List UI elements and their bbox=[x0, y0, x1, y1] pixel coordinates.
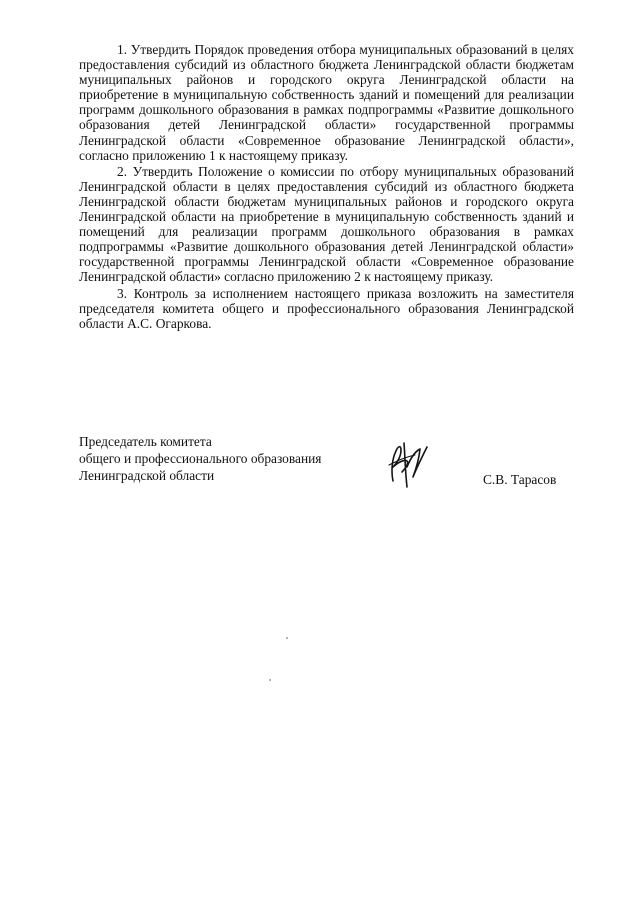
scan-speck bbox=[269, 679, 271, 681]
paragraph-approve-commission: 2. Утвердить Положение о комиссии по отбору муниципальных образований Ленинградской области в целях предоставления субсидий из областного бюджета Ленинградской области бюджетам муниципальных районов и городского округа Ленинградской области на приобретение в муниципальную собственность зданий и помещений для реализации программ дошкольного образования в рамках подпрограммы «Развитие дошкольного образования детей Ленинградской области» государственной программы Ленинградской области «Современное образование Ленинградской области» согласно приложению 2 к настоящему приказу. bbox=[79, 163, 574, 285]
signatory-title-line: Председатель комитета bbox=[79, 434, 212, 449]
paragraph-approve-procedure: 1. Утвердить Порядок проведения отбора муниципальных образований в целях предоставления субсидий из областного бюджета Ленинградской области бюджетам муниципальных районов и городского округа Ленинградской области на приобретение в муниципальную собственность зданий и помещений для реализации программ дошкольного образования в рамках подпрограммы «Развитие дошкольного образования детей Ленинградской области» государственной программы Ленинградской области «Современное образование Ленинградской области», согласно приложению 1 к настоящему приказу. bbox=[79, 42, 574, 163]
scan-speck bbox=[286, 637, 288, 639]
signatory-title-line: общего и профессионального образования bbox=[79, 451, 322, 466]
handwritten-signature bbox=[383, 437, 431, 493]
signatory-title bbox=[79, 433, 379, 484]
paragraph-control: 3. Контроль за исполнением настоящего приказа возложить на заместителя председателя комитета общего и профессионального образования Ленинградской области А.С. Огаркова. bbox=[79, 285, 574, 331]
document-body bbox=[79, 42, 574, 331]
signatory-title-line: Ленинградской области bbox=[79, 468, 215, 483]
signer-name: С.В. Тарасов bbox=[483, 472, 557, 487]
